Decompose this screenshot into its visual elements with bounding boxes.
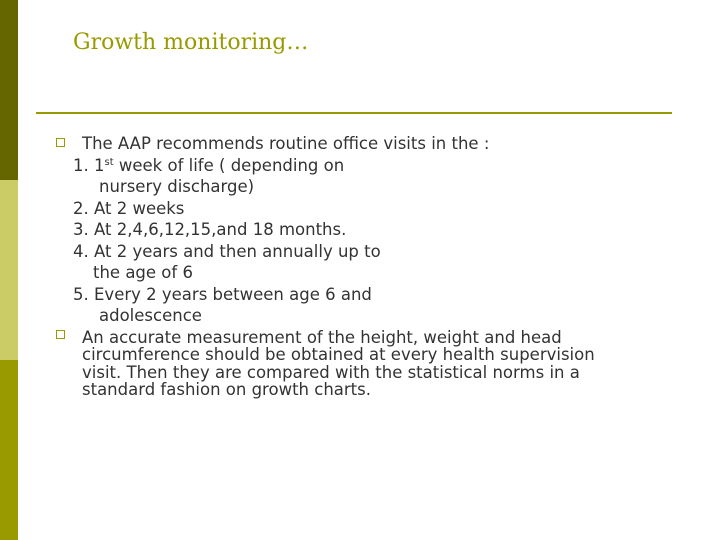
list-text: 1 — [94, 155, 105, 175]
list-text: At 2 years and then annually up to — [94, 241, 381, 261]
visit-list — [56, 155, 656, 327]
list-item-1-continuation: nursery discharge) — [99, 177, 255, 196]
list-text: At 2,4,6,12,15,and 18 months. — [94, 220, 347, 239]
list-item-2 — [56, 198, 656, 220]
list-item-5-continuation: adolescence — [99, 306, 202, 325]
square-bullet-icon — [56, 330, 65, 339]
list-item-1 — [56, 155, 656, 177]
list-text: Every 2 years between age 6 and — [94, 284, 372, 304]
list-number: 2. — [73, 198, 89, 218]
list-item-5 — [56, 284, 656, 306]
slide-body — [56, 133, 656, 399]
list-number: 3. — [73, 220, 89, 239]
list-item-3 — [56, 219, 656, 241]
slide-title: Growth monitoring… — [73, 30, 309, 55]
bullet-2-line-1: An accurate measurement of the height, weight and head — [82, 327, 562, 347]
list-number: 1. — [73, 155, 89, 175]
bullet-item-2 — [56, 327, 656, 399]
ordinal-suffix: st — [104, 156, 114, 168]
bullet-item-1 — [56, 133, 656, 155]
list-text: At 2 weeks — [94, 198, 185, 218]
side-bar-middle — [0, 180, 18, 360]
title-divider — [36, 112, 672, 114]
bullet-2-line-3: visit. Then they are compared with the statistical norms in a — [82, 362, 580, 382]
square-bullet-icon — [56, 138, 65, 147]
side-bar-bottom — [0, 360, 18, 540]
list-item-4-continuation: the age of 6 — [93, 263, 193, 282]
list-number: 5. — [73, 284, 89, 304]
list-item-4 — [56, 241, 656, 263]
list-number: 4. — [73, 241, 89, 261]
list-text-rest: week of life ( depending on — [113, 155, 345, 175]
side-bar-top — [0, 0, 18, 180]
bullet-1-intro: The AAP recommends routine office visits in the : — [82, 134, 490, 153]
bullet-2-line-4: standard fashion on growth charts. — [82, 380, 371, 399]
bullet-2-line-2: circumference should be obtained at every health supervision — [82, 345, 595, 364]
